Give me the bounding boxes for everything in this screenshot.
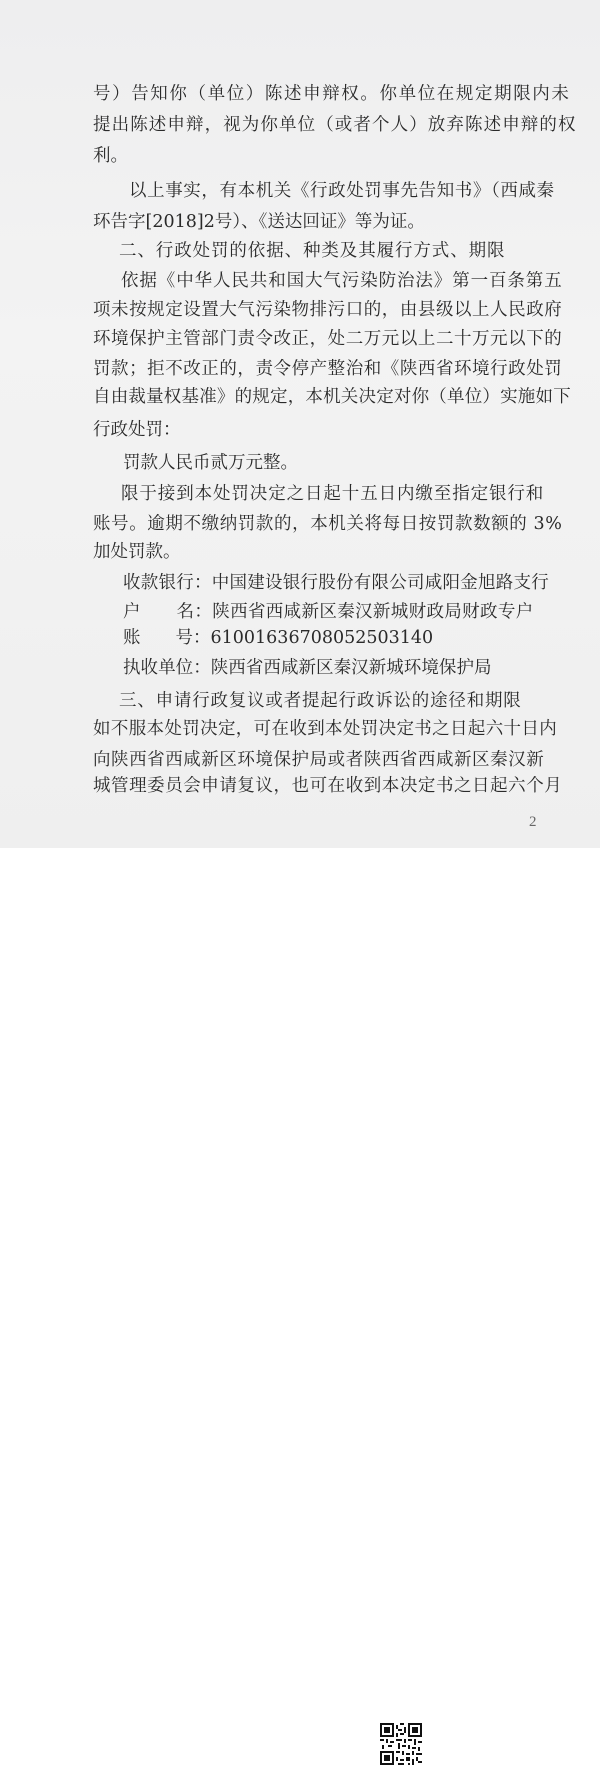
text-line-8: 项未按规定设置大气污染物排污口的，由县级以上人民政府 (93, 300, 563, 320)
text-line-22: 如不服本处罚决定，可在收到本处罚决定书之日起六十日内 (93, 719, 558, 739)
text-line-12: 行政处罚： (93, 420, 181, 440)
section-heading-3: 三、申请行政复议或者提起行政诉讼的途径和期限 (119, 691, 522, 711)
text-line-14: 限于接到本处罚决定之日起十五日内缴至指定银行和 (121, 484, 545, 504)
collecting-unit: 执收单位：陕西省西咸新区秦汉新城环境保护局 (123, 658, 492, 678)
section-heading-2: 二、行政处罚的依据、种类及其履行方式、期限 (119, 241, 506, 261)
text-line-23: 向陕西省西咸新区环境保护局或者陕西省西咸新区秦汉新 (93, 750, 545, 770)
text-line-16: 加处罚款。 (93, 542, 181, 562)
text-line-15: 账号。逾期不缴纳罚款的，本机关将每日按罚款数额的 3% (93, 514, 563, 534)
text-line-7: 依据《中华人民共和国大气污染防治法》第一百条第五 (121, 271, 563, 291)
text-line-11: 自由裁量权基准》的规定，本机关决定对你（单位）实施如下 (93, 387, 571, 407)
text-line-1: 号）告知你（单位）陈述申辩权。你单位在规定期限内未 (93, 84, 571, 104)
document-page (0, 0, 600, 848)
text-line-4: 以上事实，有本机关《行政处罚事先告知书》（西咸秦 (129, 181, 555, 201)
text-line-10: 罚款；拒不改正的，责令停产整治和《陕西省环境行政处罚 (93, 359, 563, 379)
text-line-24: 城管理委员会申请复议，也可在收到本决定书之日起六个月 (93, 776, 563, 796)
footer-area (0, 848, 600, 919)
account-name: 户 名：陕西省西咸新区秦汉新城财政局财政专户 (123, 602, 534, 622)
text-line-9: 环境保护主管部门责令改正，处二万元以上二十万元以下的 (93, 329, 563, 349)
account-number: 账 号：61001636708052503140 (123, 628, 434, 648)
text-line-3: 利。 (93, 146, 128, 166)
qr-code-icon (380, 1723, 422, 1765)
text-line-5: 环告字[2018]2号）、《送达回证》等为证。 (93, 212, 425, 232)
fine-amount: 罚款人民币贰万元整。 (123, 453, 298, 473)
page-number: 2 (529, 814, 537, 830)
text-line-2: 提出陈述申辩，视为你单位（或者个人）放弃陈述申辩的权 (93, 115, 577, 135)
bank-name: 收款银行：中国建设银行股份有限公司咸阳金旭路支行 (123, 573, 549, 593)
